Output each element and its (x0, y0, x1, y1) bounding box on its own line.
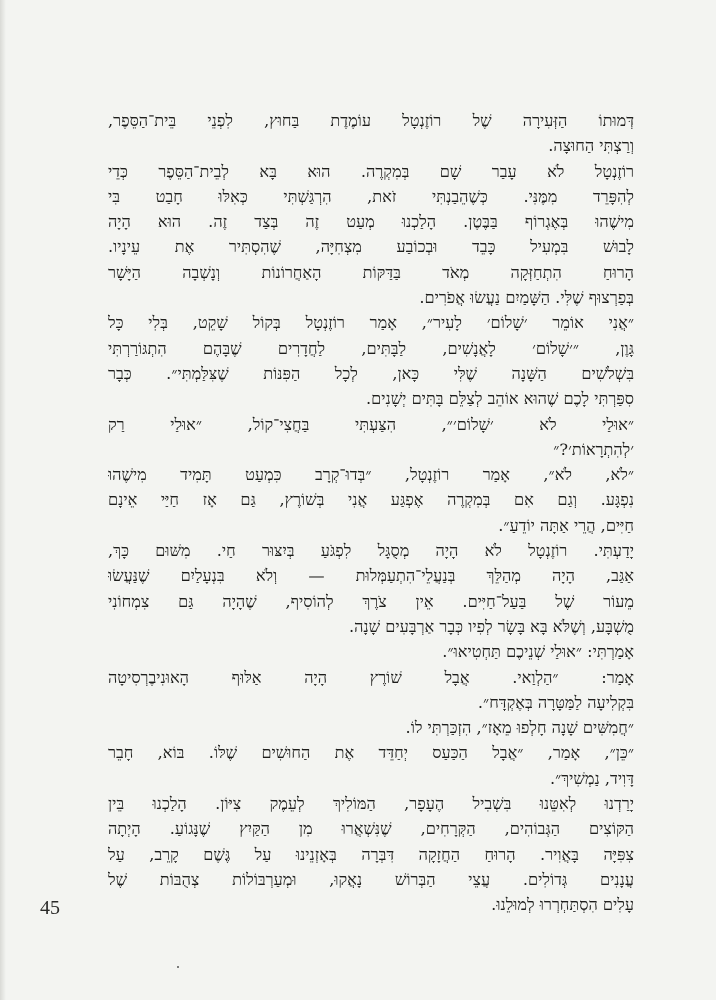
text-line: מֵעוֹר שֶׁל בַּעַל־חַיִּים. אֵין צֹרֶךְ לְהוֹסִיף, שֶׁהָיָה גַּם צִמְחוֹנִי (108, 591, 634, 611)
text-line: מִישֶׁהוּ בְּאֶגְרוֹף בַּבֶּטֶן. הָלַכְנוּ מְעַט זֶה בְּצַד זֶה. הוּא הָיָה (108, 212, 634, 232)
text-line: דָּוִיד, נַמְשִׁיךְ״. (549, 768, 634, 788)
page-edge (0, 0, 6, 1000)
paragraph (108, 639, 634, 664)
paragraph (108, 715, 634, 740)
text-line: יָדַעְתִּי. רוֹזֶנְטָל לֹא הָיָה מְסֻגָּל לִפְגֹּעַ בְּיִצּוּר חַי. מִשּׁוּם כָּךְ, (108, 541, 634, 561)
text-line: מֻשְׁבָּע, וְשֶׁלֹּא בָּא בָּשָׂר לְפִיו כְּבָר אַרְבָּעִים שָׁנָה. (348, 616, 634, 636)
text-line: בְּפַרְצוּף שֶׁלִּי. הַשָּׁמַיִם נַעֲשׂוּ אֲפֹרִים. (419, 288, 634, 308)
text-line: עֲנָנִים גְּדוֹלִים. עֲצֵי הַבְּרוֹשׁ נָאֲקוּ, וּמְעַרְבּוֹלוֹת צְהֻבּוֹת שֶׁל (108, 869, 634, 889)
text-line: נִפְגָּע. וְגַם אִם בְּמִקְרֶה אֶפְגַּע אֲנִי בְּשׁוֹרֶץ, גַּם אָז חַיַּי אֵינָם (108, 490, 634, 510)
text-line: אַגַּב, הָיָה מְהַלֵּךְ בְּנַעֲלֵי־הִתְעַמְּלוּת — וְלֹא בִּנְעָלַיִם שֶׁנַּעֲשׂוּ (108, 566, 634, 586)
text-line: יָרַדְנוּ לְאִטֵּנוּ בִּשְׁבִיל הֶעָפָר, הַמּוֹלִיךְ לְעֵמֶק צִיּוֹן. הָלַכְנוּ בֵּין (108, 794, 634, 814)
paragraph (108, 159, 634, 311)
text-line: הָרוּחַ הִתְחַזְּקָה מְאֹד בַּדַּקּוֹת הָאַחֲרוֹנוֹת וְנָשְׁבָה הַיָּשָׁר (108, 262, 634, 282)
paragraph (108, 310, 634, 411)
print-dot (177, 966, 179, 968)
text-line: ״חֲמִשִּׁים שָׁנָה חָלְפוּ מֵאָז״, הִזְכַּרְתִּי לוֹ. (405, 718, 634, 738)
text-line: אָמַר: ״הַלְוַאי. אֲבָל שׁוֹרֶץ הָיָה אַלּוּף הָאוּנִיבֶרְסִיטָה (108, 667, 634, 687)
text-body (108, 108, 634, 918)
paragraph (108, 740, 634, 791)
page-number: 45 (40, 897, 60, 919)
text-line: לָבוּשׁ בִּמְעִיל כָּבֵד וּבְכוֹבַע מִצְחִיָּה, שֶׁהִסְתִּיר אֶת עֵינָיו. (108, 237, 634, 257)
text-line: ׳לְהִתְרָאוֹת׳?״ (553, 439, 634, 459)
text-line: גָּוֶן, ״׳שָׁלוֹם׳ לָאֲנָשִׁים, לַבָּתִּים, לַחֲדָרִים שֶׁבָּהֶם הִתְגּוֹרַרְתִּי (108, 338, 634, 358)
text-line: סִפַּרְתִּי לָכֶם שֶׁהוּא אוֹהֵב לְצַלֵּם בָּתִּים יְשָׁנִים. (365, 389, 634, 409)
text-line: דְּמוּתוֹ הַזְּעִירָה שֶׁל רוֹזֶנְטָל עוֹמֶדֶת בַּחוּץ, לִפְנֵי בֵּית־הַסֵּפֶר, (108, 111, 634, 130)
text-line: צִפִּיָּה בָּאֲוִיר. הָרוּחַ הַחֲזָקָה דִּבְּרָה בְּאָזְנֵינוּ עַל גֶּשֶׁם קָרֵב, עַל (108, 844, 634, 864)
text-line: ״אֲנִי אוֹמֵר ׳שָׁלוֹם׳ לָעִיר״, אָמַר רוֹזֶנְטָל בְּקוֹל שָׁקֵט, בְּלִי כָּל (108, 313, 634, 333)
text-line: ״אוּלַי לֹא ׳שָׁלוֹם׳״, הִצַּעְתִּי בַּחֲצִי־קוֹל, ״אוּלַי רַק (108, 414, 634, 434)
text-line: ״לֹא, לֹא״, אָמַר רוֹזֶנְטָל, ״בְּדוּ־קְרָב כִּמְעַט תָּמִיד מִישֶׁהוּ (108, 465, 634, 485)
paragraph (108, 412, 634, 463)
text-line: עָלִים הִסְתַּחְרְרוּ לְמוּלֵנוּ. (491, 895, 634, 915)
text-line: הַקּוֹצִים הַגְּבוֹהִים, הַקְּרָחִים, שֶׁנִּשְׁאֲרוּ מִן הַקַּיִץ שֶׁנָּגוֹעַ. הָיְתָה (108, 819, 634, 839)
text-line: בִּשְׁלֹשִׁים הַשָּׁנָה שֶׁלִּי כָּאן, לְכָל הַפִּנּוֹת שֶׁצִּלַּמְתִּי״. כְּבָר (108, 363, 634, 383)
text-line: ״כֵּן״, אָמַר, ״אֲבָל הַכַּעַס יְחַדֵּד אֶת הַחוּשִׁים שֶׁלּוֹ. בּוֹא, חָבֵר (108, 743, 634, 763)
text-line: בִּקְלִיעָה לַמַּטָּרָה בְּאֶקְדָּח״. (477, 692, 634, 712)
paragraph (108, 538, 634, 639)
paragraph (108, 462, 634, 538)
paragraph (108, 791, 634, 917)
text-line: לְהִפָּרֵד מִמֶּנִּי. כְּשֶׁהֵבַנְתִּי זֹאת, הִרְגַּשְׁתִּי כְּאִלּוּ חָבַט בִּי (108, 186, 634, 206)
paragraph (108, 108, 634, 159)
text-line: אָמַרְתִּי: ״אוּלַי שְׁנֵיכֶם תַּחְטִיאוּ״. (442, 642, 634, 662)
text-line: רוֹזֶנְטָל לֹא עָבַר שָׁם בְּמִקְרֶה. הוּא בָּא לְבֵית־הַסֵּפֶר כְּדֵי (108, 161, 634, 181)
text-line: חַיִּים, הֲרֵי אַתָּה יוֹדֵעַ״. (498, 515, 634, 535)
text-line: וְרַצְתִּי הַחוּצָה. (548, 136, 634, 156)
paragraph (108, 665, 634, 716)
